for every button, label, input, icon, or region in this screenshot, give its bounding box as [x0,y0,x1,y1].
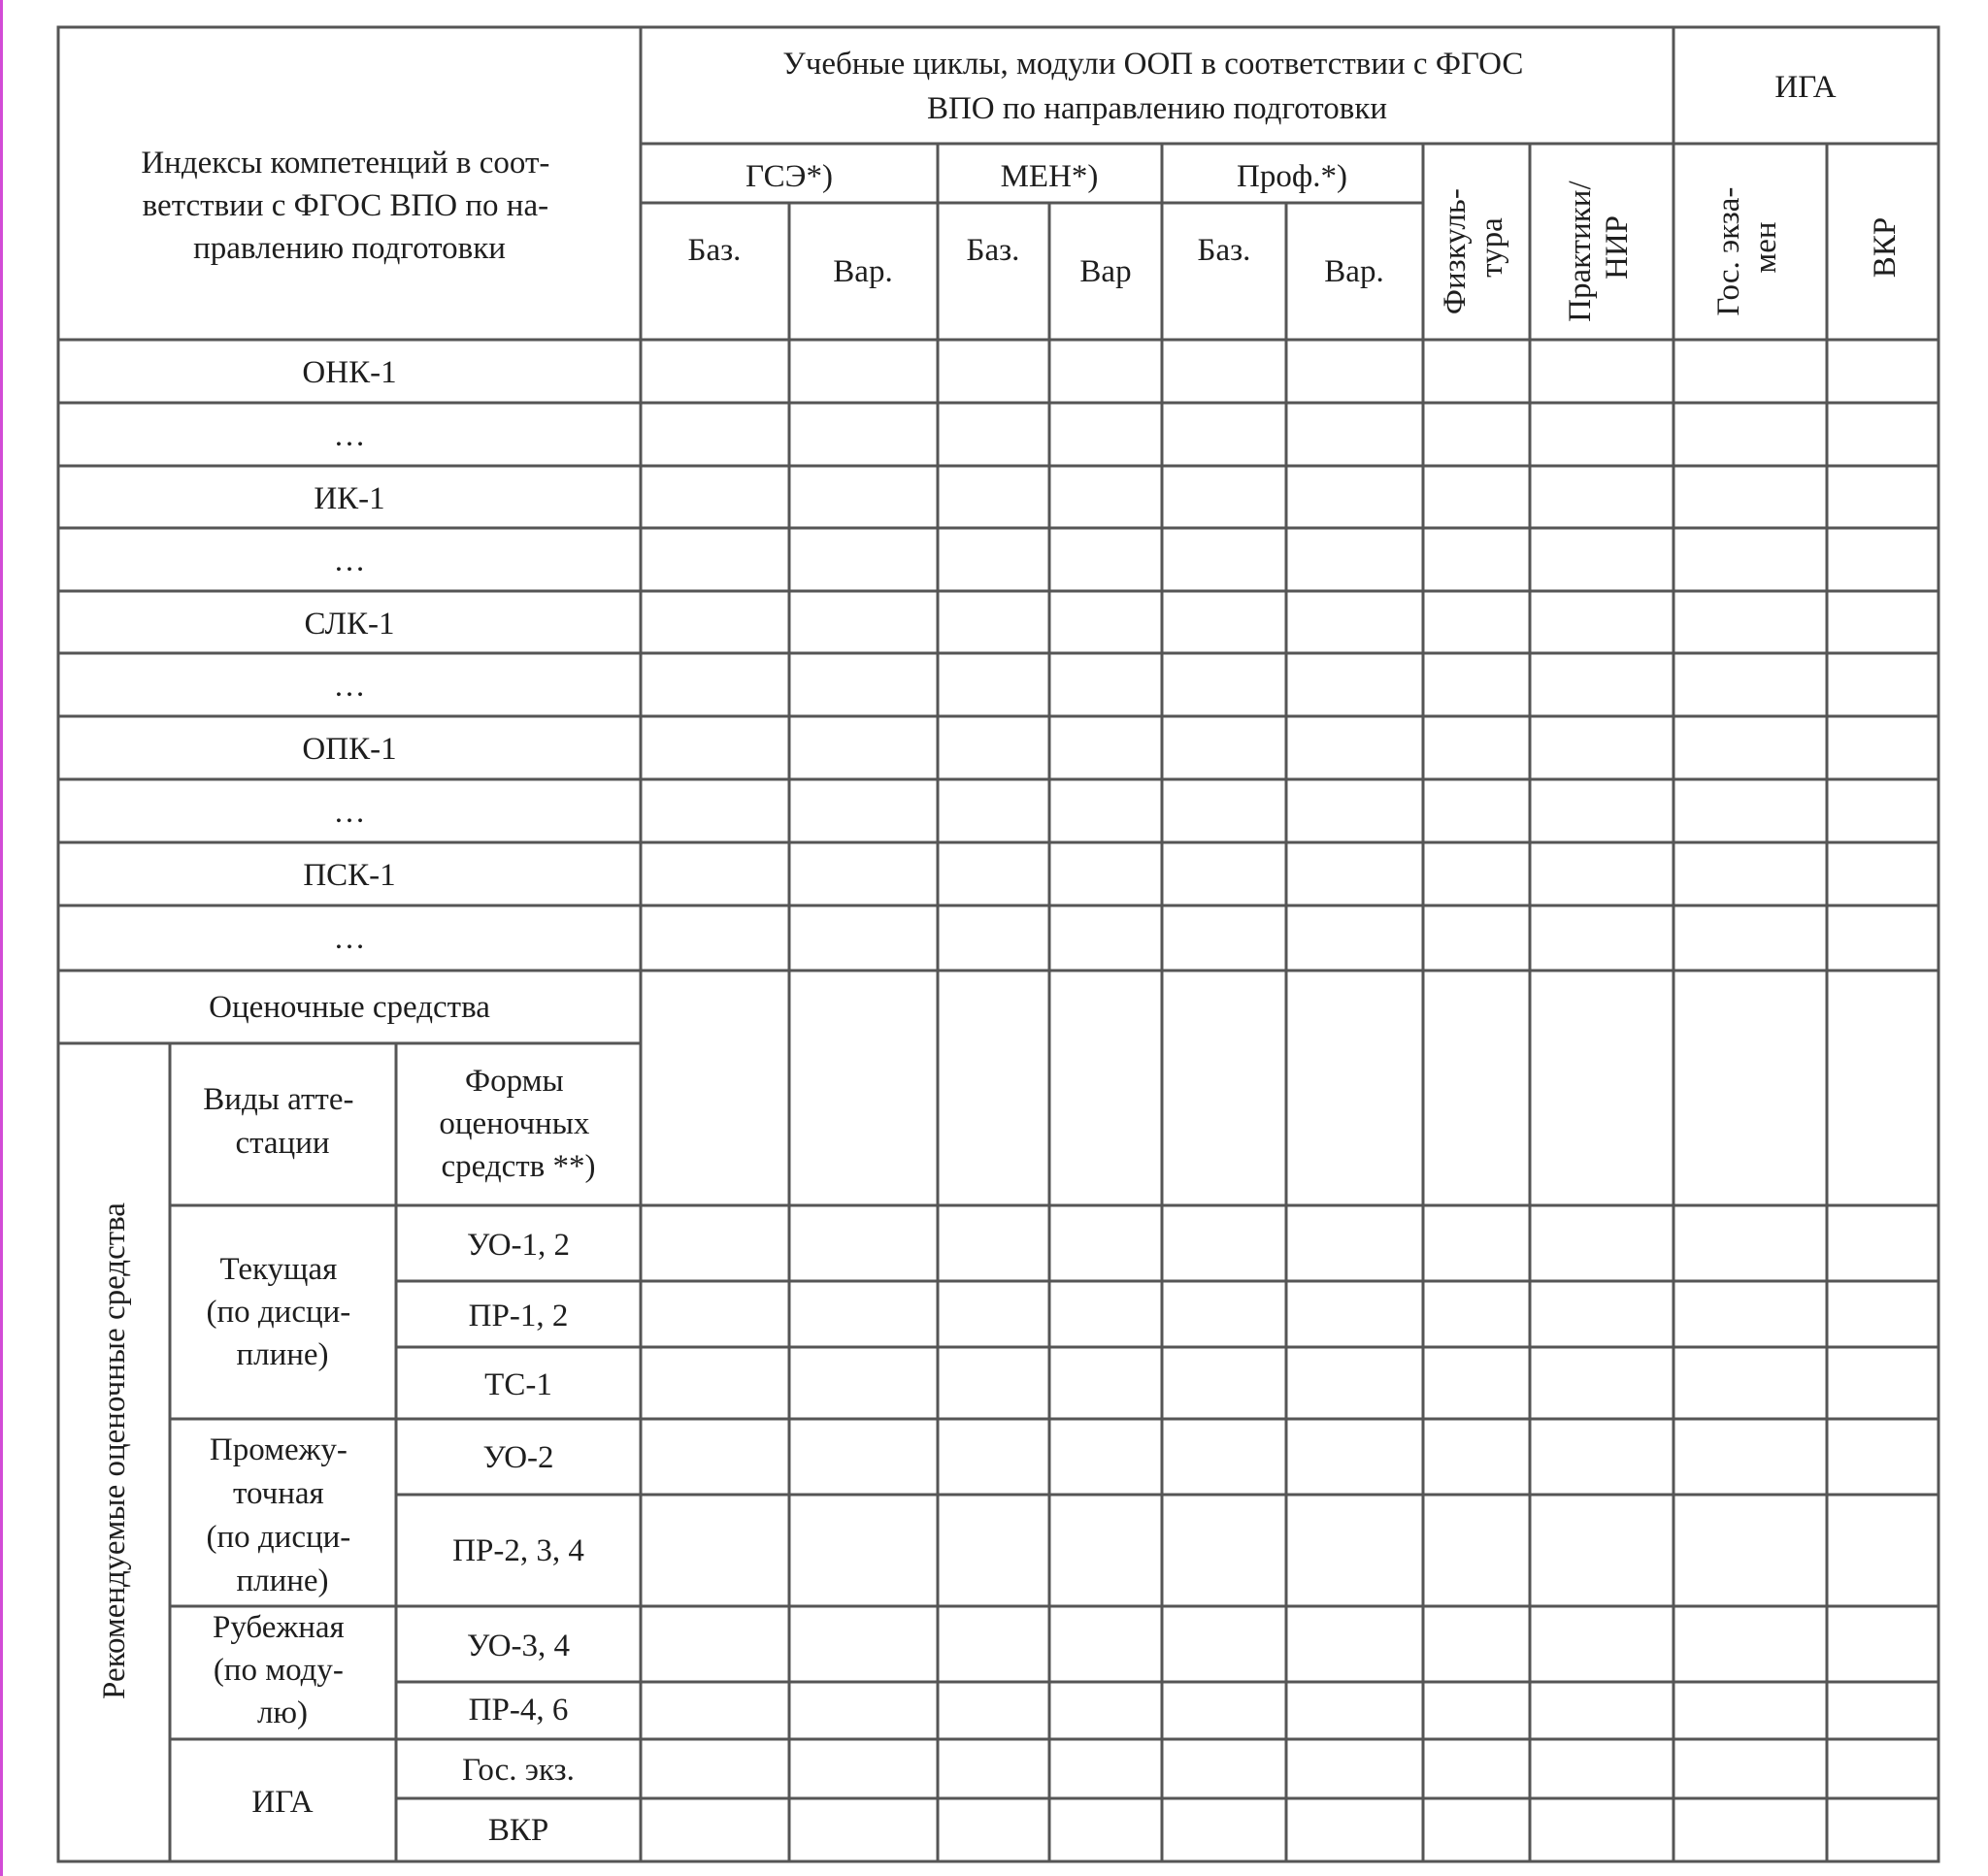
forms-header: Формы оценочных средств **) [439,1064,596,1184]
form-cell: ВКР [487,1813,549,1848]
type-current: Текущая (по дисци- плине) [206,1252,351,1372]
type-intermediate: Промежу- точная (по дисци- плине) [206,1432,351,1598]
cycles-header: Учебные циклы, модули ООП в соответствии с ФГОС ВПО по направлению подготовки [782,47,1524,126]
sub-prof-base: Баз. [1197,233,1251,268]
form-cell: УО-2 [482,1440,554,1475]
form-cell: УО-1, 2 [466,1228,571,1263]
form-cell: ПР-2, 3, 4 [452,1533,584,1568]
form-cell: Гос. экз. [462,1753,575,1788]
group-men: МЕН*) [1000,159,1099,194]
sub-men-base: Баз. [966,233,1020,268]
sub-prof-var: Вар. [1324,254,1384,289]
form-cell: ТС-1 [484,1367,552,1402]
type-iga: ИГА [251,1785,314,1820]
group-prof: Проф.*) [1237,159,1347,194]
gos-exam-header: Гос. экза- мен [1711,186,1783,316]
sub-gse-base: Баз. [687,233,742,268]
competency-rows [302,355,396,956]
table-row: … [333,921,366,956]
competency-header: Индексы компетенций в соот- ветствии с ФГОС ВПО по на- правлению подготовки [141,146,550,266]
form-cell: УО-3, 4 [466,1629,571,1663]
table-row: ОПК-1 [302,732,397,767]
form-cell: ПР-1, 2 [468,1299,569,1333]
type-boundary: Рубежная (по моду- лю) [213,1610,345,1730]
practice-header: Практики/ НИР [1563,181,1635,322]
phys-header: Физкуль- тура [1438,188,1509,315]
eval-means-label: Оценочные средства [209,990,490,1025]
table-row: … [333,795,366,830]
table-row: ОНК-1 [302,355,397,390]
sub-men-var: Вар [1079,254,1132,289]
vkr-header: ВКР [1868,216,1903,279]
table-row: ПСК-1 [303,858,396,893]
iga-header: ИГА [1774,70,1837,105]
table-row: ИК-1 [314,481,385,516]
types-header: Виды атте- стации [203,1082,354,1161]
table-row: СЛК-1 [304,607,395,642]
sub-gse-var: Вар. [833,254,893,289]
form-cell: ПР-4, 6 [468,1693,569,1728]
table-row: … [333,418,366,453]
table-row: … [333,543,366,578]
group-gse: ГСЭ*) [746,159,833,194]
table-row: … [333,669,366,704]
form-cells [452,1228,584,1848]
recommended-vertical-label: Рекомендуемые оценочные средства [97,1202,132,1699]
